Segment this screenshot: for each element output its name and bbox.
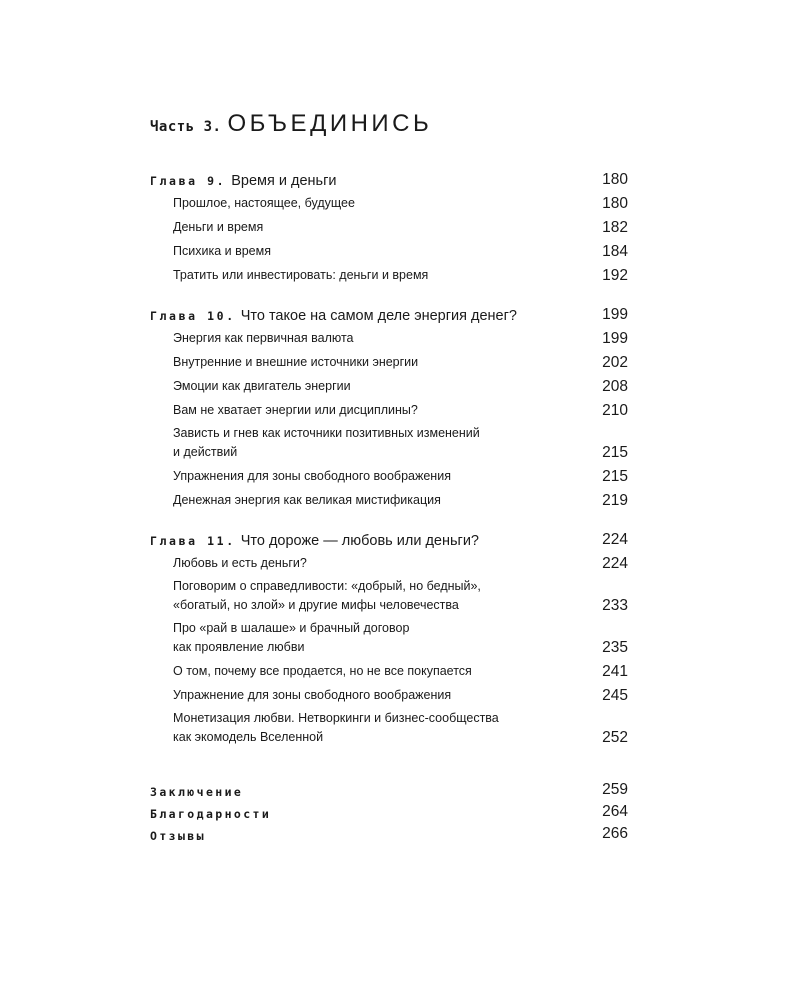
chapter-heading[interactable]: [150, 163, 628, 189]
page-number: 264: [602, 803, 628, 820]
toc-entry[interactable]: [150, 615, 628, 657]
page-number: 182: [602, 219, 628, 236]
chapter-title: Что такое на самом деле энергия денег?: [240, 308, 517, 324]
entry-title: Любовь и есть деньги?: [173, 556, 307, 570]
page-number: 199: [602, 330, 628, 347]
entry-title-line-1: Про «рай в шалаше» и брачный договор: [173, 621, 410, 635]
back-matter-item[interactable]: [150, 821, 628, 843]
page-number: 245: [602, 687, 628, 704]
chapter-label: Глава 11.: [150, 534, 236, 548]
page-number: 235: [602, 639, 628, 656]
entry-title: [173, 424, 480, 462]
page-number: 266: [602, 825, 628, 842]
entry-title-line-2: как проявление любви: [173, 640, 305, 654]
toc-entry[interactable]: [150, 549, 628, 573]
toc-entry[interactable]: [150, 213, 628, 237]
back-matter-title: Заключение: [150, 785, 244, 799]
entry-title-line-2: и действий: [173, 445, 238, 459]
back-matter-item[interactable]: [150, 799, 628, 821]
toc-entry[interactable]: [150, 372, 628, 396]
page-number: 215: [602, 468, 628, 485]
chapter-title: Что дороже — любовь или деньги?: [240, 533, 479, 549]
chapter-9: [150, 163, 628, 285]
toc-entry[interactable]: [150, 396, 628, 420]
entry-title-line-1: Монетизация любви. Нетворкинги и бизнес-сообщества: [173, 711, 499, 725]
chapter-label: Глава 9.: [150, 174, 227, 188]
chapter-label: Глава 10.: [150, 309, 236, 323]
page-number: 219: [602, 492, 628, 509]
entry-title: Тратить или инвестировать: деньги и время: [173, 268, 429, 282]
page-number: 199: [602, 306, 628, 323]
page-number: 224: [602, 531, 628, 548]
entry-title: Внутренние и внешние источники энергии: [173, 355, 419, 369]
chapter-heading[interactable]: [150, 298, 628, 324]
part-heading: [150, 110, 628, 150]
page-number: 233: [602, 597, 628, 614]
entry-title: Деньги и время: [173, 220, 264, 234]
toc-entry[interactable]: [150, 324, 628, 348]
entry-title: Энергия как первичная валюта: [173, 331, 354, 345]
toc-entry[interactable]: [150, 486, 628, 510]
page-number: 241: [602, 663, 628, 680]
toc-entry[interactable]: [150, 261, 628, 285]
page-number: 180: [602, 171, 628, 188]
page-number: 215: [602, 444, 628, 461]
page-number: 202: [602, 354, 628, 371]
toc-entry[interactable]: [150, 420, 628, 462]
chapter-10: [150, 298, 628, 510]
entry-title: [173, 619, 409, 657]
entry-title: [173, 709, 499, 747]
entry-title-line-2: «богатый, но злой» и другие мифы человечества: [173, 598, 459, 612]
entry-title-line-1: Зависть и гнев как источники позитивных изменений: [173, 426, 480, 440]
page-number: 259: [602, 781, 628, 798]
entry-title: О том, почему все продается, но не все покупается: [173, 664, 472, 678]
entry-title: Упражнения для зоны свободного воображения: [173, 469, 451, 483]
page-number: 224: [602, 555, 628, 572]
chapter-11: [150, 523, 628, 747]
toc-entry[interactable]: [150, 573, 628, 615]
page-number: 208: [602, 378, 628, 395]
page-number: 252: [602, 729, 628, 746]
entry-title: Вам не хватает энергии или дисциплины?: [173, 403, 418, 417]
part-label: Часть 3.: [150, 119, 222, 135]
entry-title: [173, 577, 481, 615]
toc-entry[interactable]: [150, 681, 628, 705]
entry-title: Прошлое, настоящее, будущее: [173, 196, 355, 210]
page-number: 210: [602, 402, 628, 419]
back-matter-title: Благодарности: [150, 807, 272, 821]
page-number: 184: [602, 243, 628, 260]
toc-entry[interactable]: [150, 657, 628, 681]
back-matter-item[interactable]: [150, 777, 628, 799]
toc-entry[interactable]: [150, 462, 628, 486]
entry-title: Денежная энергия как великая мистификация: [173, 493, 441, 507]
toc-entry[interactable]: [150, 348, 628, 372]
toc-entry[interactable]: [150, 237, 628, 261]
entry-title: Психика и время: [173, 244, 271, 258]
back-matter: [150, 777, 628, 843]
back-matter-title: Отзывы: [150, 829, 206, 843]
toc-entry[interactable]: [150, 189, 628, 213]
chapter-title: Время и деньги: [231, 173, 337, 189]
page-number: 192: [602, 267, 628, 284]
entry-title-line-1: Поговорим о справедливости: «добрый, но бедный»,: [173, 579, 481, 593]
page-number: 180: [602, 195, 628, 212]
entry-title-line-2: как экомодель Вселенной: [173, 730, 324, 744]
table-of-contents: [150, 110, 628, 843]
toc-entry[interactable]: [150, 705, 628, 747]
entry-title: Упражнение для зоны свободного воображения: [173, 688, 452, 702]
chapter-heading[interactable]: [150, 523, 628, 549]
part-title: ОБЪЕДИНИСЬ: [227, 110, 433, 137]
entry-title: Эмоции как двигатель энергии: [173, 379, 351, 393]
